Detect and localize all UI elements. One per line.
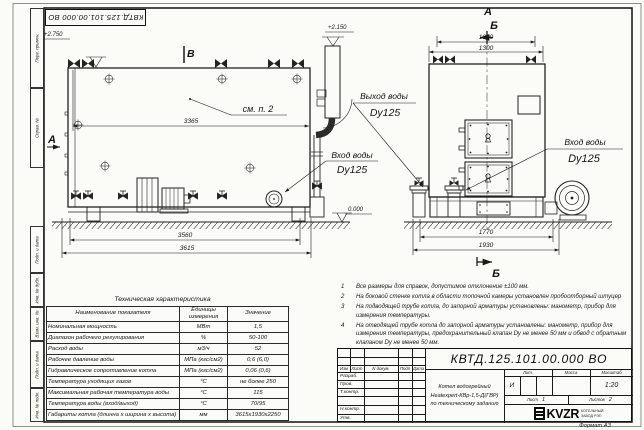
note-item: 3 На подводящей трубе котла, до запорной арматуры установлены: манометр, прибор для измерения температуры. [341,303,616,319]
dim-1000: 1000 [478,34,494,41]
frame-label-inv-podl: Инв. № подл. [30,388,44,422]
dim-1300: 1300 [478,45,494,52]
fan-motor-icon [137,178,190,213]
boiler-side-view [52,46,352,229]
sheets-cell: Листов 2 [589,396,612,403]
inlet-flange-icon [445,186,463,217]
elevation-top-label: +2.750 [44,32,63,38]
frame-label-podp-data-2: Подп. и дата [30,341,44,388]
doc-number-stamp: КВТД.125.101.00.000 ВО [45,9,146,26]
spec-row: Габариты котла (длинна х ширина х высота) мм 3615х1930х2250 [47,409,289,420]
outlet-flange-icon [410,186,428,217]
mass-header: Масса [564,370,578,375]
spec-row: Номинальная мощность МВт 1,5 [47,321,289,332]
spec-table-title: Техническая характеристика [114,296,211,303]
kvzr-logo-icon [534,407,545,420]
sign-utv: Утв. [340,415,351,421]
product-title: Котел водогрейный Heatexpert-КВр-1,5-Д(ГВР) по техническому заданию [430,383,499,408]
inlet-size-side: Dy125 [336,164,368,176]
title-block [337,348,632,422]
see-note-label: см. п. 2 [242,104,274,114]
elevation-mark-top [43,39,106,67]
spec-row: Рабочее давление воды МПа (кгс/см2) 0,6 (6,0) [47,354,289,365]
inlet-flange-icon [266,191,282,207]
lifting-lug-icon [433,56,536,64]
sign-razrab: Разраб. [340,373,358,379]
rev-header-podp: Подп [399,366,411,371]
inlet-water-label-side: Вход воды [331,150,373,160]
elevation-chimney-label: +2.150 [328,25,347,31]
doc-number: КВТД.125.101.00.000 ВО [450,352,608,366]
frame-label-inv-dubl: Инв. № дубл. [30,273,44,307]
lifting-lug-icon [68,59,304,68]
note-item: 2 На боковой стенке котла в области топочной камеры установлен пробоотборный штуцер [341,293,622,300]
note-item: 1 Все размеры для справок, допустимое отклонение ±100 мм. [341,284,529,290]
notes [341,283,629,349]
format-label: Формат А3 [579,423,611,429]
spec-row: Расход воды м3/ч 52 [47,343,289,354]
section-v-label: В [187,48,195,60]
furnace-door-lower [459,162,512,196]
rev-header-docnum: N докум. [372,366,390,371]
section-a-top-label: А [484,6,492,18]
scale-header: Масштаб [601,370,622,375]
inlet-water-label-front: Вход воды [564,137,606,147]
dim-3365: 3365 [183,118,199,125]
rev-header-data: Дата [412,366,425,371]
dim-1770: 1770 [478,229,494,236]
sign-tkontr: Т.контр. [340,389,360,395]
spec-row: Температура уходящих газов °С не более 250 [47,376,289,387]
spec-row: Гидравлическое сопротивление котла МПа (кгс/см2) 0,06 (0,6) [47,365,289,376]
spec-row: Диапазон рабочего регулирования % 50-100 [47,332,289,343]
section-a-label: А [48,134,56,146]
inlet-size-front: Dy125 [568,153,600,165]
scale-value: 1:20 [604,382,619,389]
sign-nkontr: Н.контр. [340,407,361,412]
kvzr-logo: KVZR КОТЕЛЬНЫЙ ЗАВОД РЭП [504,404,633,423]
outlet-size-label: Dy125 [369,107,401,119]
rev-header-izm: Изм [340,366,348,371]
frame-label-perv-primen: Перв. примен. [30,8,44,88]
section-b-top-label: Б [490,20,498,32]
sheet-cell: Лист 1 [526,396,546,403]
elevation-mark-zero [332,213,372,222]
elevation-mark-chimney [322,32,354,46]
dim-3615: 3615 [179,245,195,252]
spec-header-row: Наименование показателя Единицы измерения Значение [47,307,289,322]
skid-base [430,197,543,217]
frame-label-podp-data-1: Подп. и дата [30,226,44,273]
flue-chimney-icon [310,46,352,217]
outlet-water-label: Выход воды [360,91,408,101]
frame-label-vzam-inv: Взам. инв. № [30,307,44,341]
elevation-zero-label: 0.000 [348,207,364,213]
spec-table [46,296,279,421]
rev-header-list: Лист [351,366,363,371]
sign-prov: Пров. [340,381,353,387]
dim-3560: 3560 [177,232,193,239]
spec-row: Максимальная рабочая температура воды °С 115 [47,387,289,398]
dim-1930: 1930 [478,242,494,249]
blower-icon [545,181,589,220]
furnace-door-upper [459,120,512,158]
section-marker-bottom [477,257,492,266]
lit-value: И [509,382,515,389]
section-b-bottom-label: Б [492,268,500,280]
frame-label-sprav-no: Справ. № [30,88,44,168]
spec-row: Температура воды (вход/выход) °С 70/95 [47,398,289,409]
note-item: 4 На отводящей трубе котла до запорной арматуры установлены: манометр, прибор для измерения температуры, предохранительный клапан Dу не менее 50 мм и обвод с обратным клапаном Dу не менее 50 мм. [341,322,627,347]
lit-header: Лит. [522,370,534,375]
